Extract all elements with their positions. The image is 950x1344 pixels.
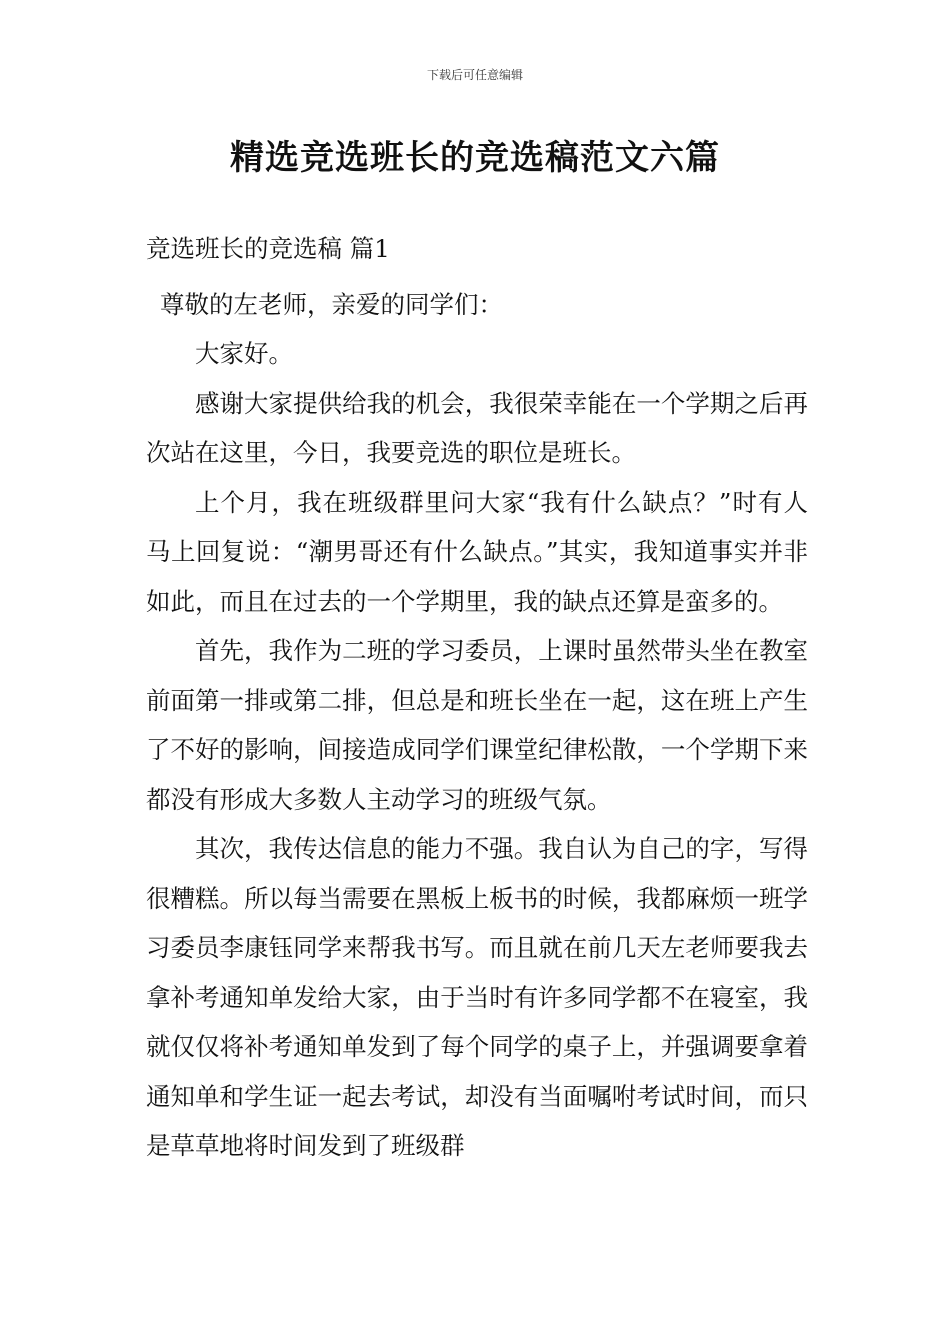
download-note: 下载后可任意编辑 [426,68,523,82]
paragraph: 大家好。 [195,339,293,368]
paragraph: 感谢大家提供给我的机会，我很荣幸能在一个学期之后再次站在这里，今日，我要竞选的职位是班长。 [146,388,808,467]
document-title: 精选竞选班长的竞选稿范文六篇 [230,138,720,178]
section-heading: 竞选班长的竞选稿 篇1 [146,234,390,263]
document-body [146,224,808,1171]
paragraph: 上个月，我在班级群里问大家“我有什么缺点？”时有人马上回复说：“潮男哥还有什么缺点。”其实，我知道事实并非如此，而且在过去的一个学期里，我的缺点还算是蛮多的。 [146,487,808,616]
paragraph: 首先，我作为二班的学习委员，上课时虽然带头坐在教室前面第一排或第二排，但总是和班长坐在一起，这在班上产生了不好的影响，间接造成同学们课堂纪律松散，一个学期下来都没有形成大多数人主动学习的班级气氛。 [146,636,808,814]
salutation: 尊敬的左老师，亲爱的同学们： [160,289,503,319]
paragraph: 其次，我传达信息的能力不强。我自认为自己的字，写得很糟糕。所以每当需要在黑板上板书的时候，我都麻烦一班学习委员李康钰同学来帮我书写。而且就在前几天左老师要我去拿补考通知单发给大家，由于当时有许多同学都不在寝室，我就仅仅将补考通知单发到了每个同学的桌子上，并强调要拿着通知单和学生证一起去考试，却没有当面嘱咐考试时间，而只是草草地将时间发到了班级群 [146,834,808,1160]
